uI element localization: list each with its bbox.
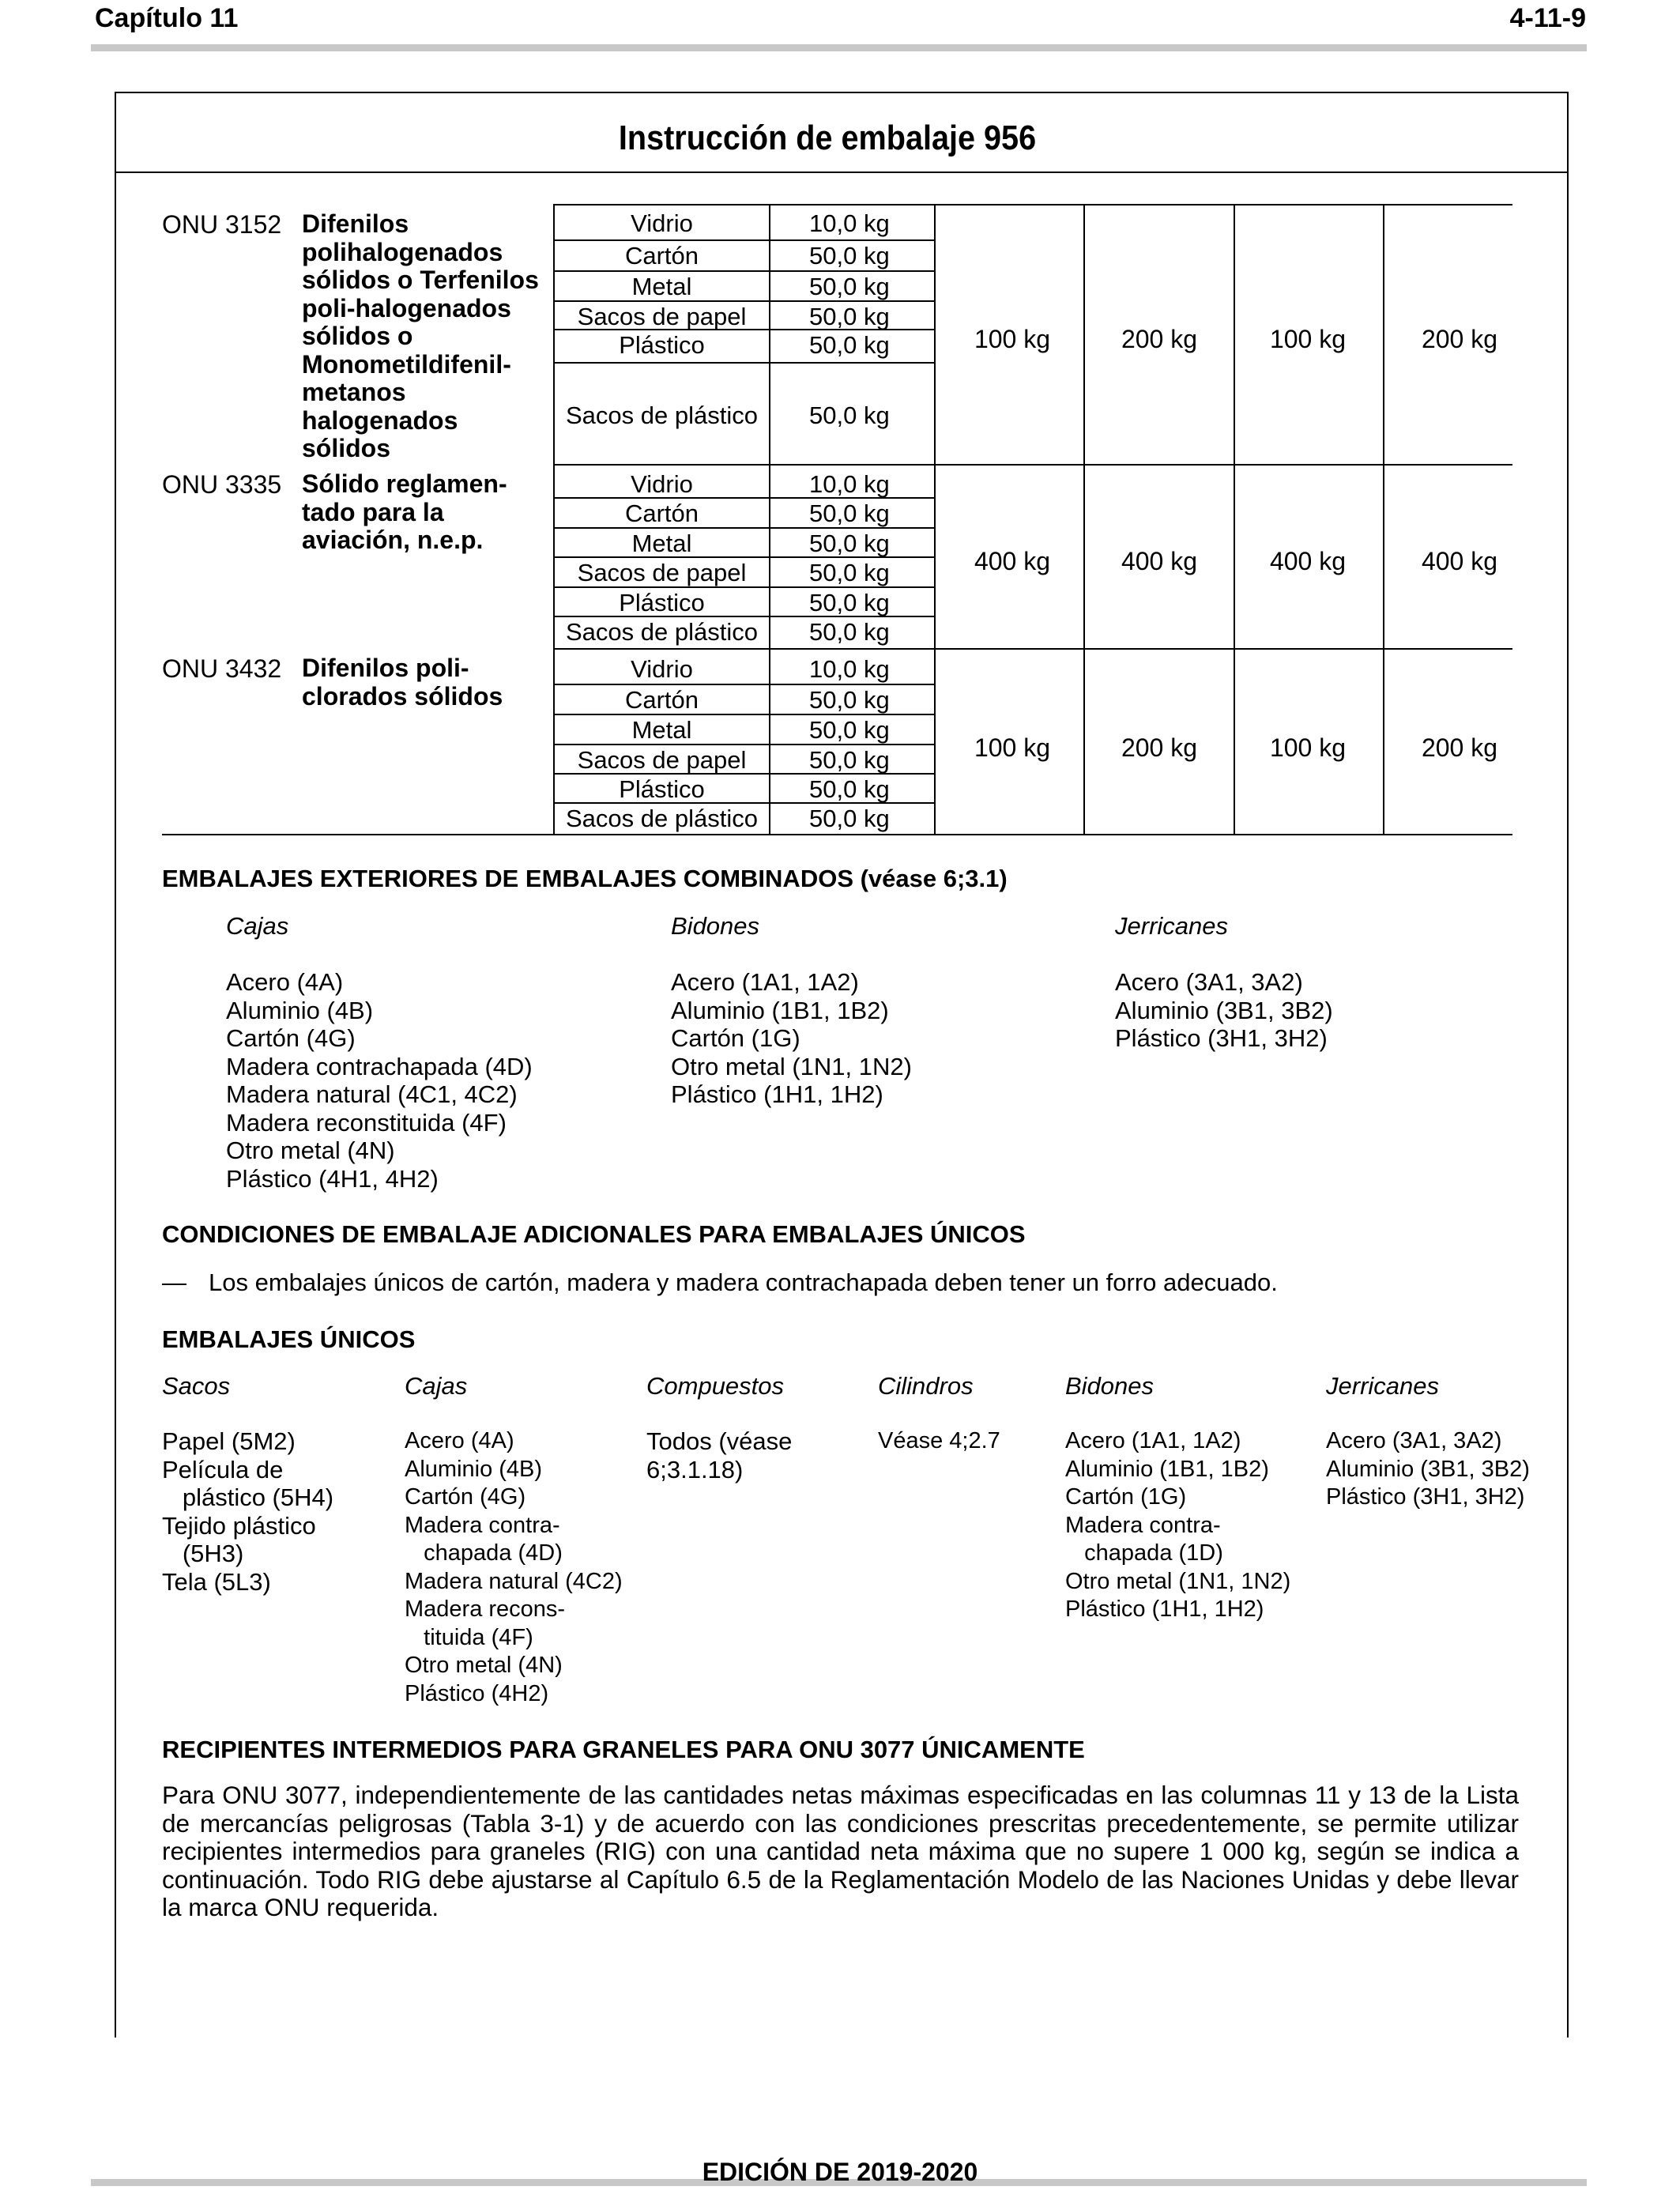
table-column-divider xyxy=(1083,204,1085,834)
additional-conditions-heading: CONDICIONES DE EMBALAJE ADICIONALES PARA EMBALAJES ÚNICOS xyxy=(162,1220,1026,1248)
material-row-divider xyxy=(553,684,934,685)
inner-packaging-material: Sacos de papel xyxy=(577,559,747,586)
dash-bullet: — xyxy=(162,1269,186,1296)
inner-packaging-weight: 10,0 kg xyxy=(809,470,890,498)
inner-packaging-weight: 50,0 kg xyxy=(809,331,890,359)
single-col-title: Sacos xyxy=(162,1372,231,1400)
inner-packaging-material: Plástico xyxy=(619,589,705,616)
inner-packaging-material: Vidrio xyxy=(631,209,693,237)
max-net-quantity: 400 kg xyxy=(1121,547,1198,575)
max-net-quantity: 400 kg xyxy=(1269,547,1347,575)
max-net-quantity: 100 kg xyxy=(1269,733,1347,762)
inner-packaging-weight: 50,0 kg xyxy=(809,273,890,300)
table-column-divider xyxy=(769,204,770,834)
max-net-quantity: 400 kg xyxy=(974,547,1051,575)
inner-packaging-weight: 50,0 kg xyxy=(809,716,890,744)
inner-packaging-weight: 50,0 kg xyxy=(809,686,890,714)
table-bottom-rule xyxy=(162,834,1512,835)
inner-packaging-material: Vidrio xyxy=(631,655,693,683)
inner-packaging-material: Plástico xyxy=(619,331,705,359)
single-col-items: Acero (1A1, 1A2) Aluminio (1B1, 1B2) Cartón (1G) Madera contra- chapada (1D) Otro metal (1N1, 1N2) Plástico (1H1, 1H2) xyxy=(1065,1428,1291,1622)
substance-name: Sólido reglamen- tado para la aviación, n.e.p. xyxy=(302,469,507,554)
inner-packaging-weight: 50,0 kg xyxy=(809,303,890,330)
inner-packaging-material: Metal xyxy=(631,530,692,557)
title-rule xyxy=(115,172,1569,173)
inner-packaging-weight: 50,0 kg xyxy=(809,589,890,616)
outer-col-items: Acero (3A1, 3A2) Aluminio (3B1, 3B2) Plástico (3H1, 3H2) xyxy=(1115,968,1333,1052)
single-col-title: Jerricanes xyxy=(1326,1372,1439,1400)
un-number: ONU 3152 xyxy=(162,210,282,239)
inner-packaging-material: Sacos de plástico xyxy=(566,618,758,646)
max-net-quantity: 200 kg xyxy=(1421,325,1498,353)
single-col-title: Cajas xyxy=(405,1372,468,1400)
table-column-divider xyxy=(1383,204,1384,834)
single-col-items: Acero (4A) Aluminio (4B) Cartón (4G) Madera contra- chapada (4D) Madera natural (4C2) Madera recons- tituida (4F) Otro metal (4N) Plástico (4H2) xyxy=(405,1428,623,1706)
inner-packaging-material: Metal xyxy=(631,716,692,744)
single-col-items: Acero (3A1, 3A2) Aluminio (3B1, 3B2) Plástico (3H1, 3H2) xyxy=(1326,1428,1530,1510)
max-net-quantity: 200 kg xyxy=(1121,733,1198,762)
page-title: Instrucción de embalaje 956 xyxy=(618,119,1037,157)
single-col-items: Véase 4;2.7 xyxy=(878,1428,1000,1453)
table-column-divider xyxy=(934,204,936,834)
outer-col-title: Cajas xyxy=(226,912,289,940)
ibc-paragraph: Para ONU 3077, independientemente de las cantidades netas máximas especificadas en las columnas 11 y 13 de la Lista de mercancías peligrosas (Tabla 3-1) y de acuerdo con las condiciones prescritas precedentemente, se permite utilizar recipientes intermedios para graneles (RIG) con una cantidad neta máxima que no supere 1 000 kg, según se indica a continuación. Todo RIG debe ajustarse al Capítulo 6.5 de la Reglamentación Modelo de las Naciones Unidas y debe llevar la marca ONU requerida. xyxy=(162,1781,1519,1921)
inner-packaging-weight: 50,0 kg xyxy=(809,775,890,803)
group-divider xyxy=(553,464,1512,466)
outer-packagings-heading: EMBALAJES EXTERIORES DE EMBALAJES COMBINADOS (véase 6;3.1) xyxy=(162,865,1008,892)
additional-conditions-text: Los embalajes únicos de cartón, madera y madera contrachapada deben tener un forro adecuado. xyxy=(209,1269,1278,1296)
chapter-label: Capítulo 11 xyxy=(95,3,239,33)
single-col-title: Bidones xyxy=(1065,1372,1155,1400)
max-net-quantity: 100 kg xyxy=(974,325,1051,353)
max-net-quantity: 400 kg xyxy=(1421,547,1498,575)
ibc-heading: RECIPIENTES INTERMEDIOS PARA GRANELES PARA ONU 3077 ÚNICAMENTE xyxy=(162,1736,1085,1763)
footer-edition: EDICIÓN DE 2019-2020 xyxy=(702,2158,978,2186)
un-number: ONU 3335 xyxy=(162,470,282,499)
single-col-title: Compuestos xyxy=(646,1372,785,1400)
inner-packaging-material: Vidrio xyxy=(631,470,693,498)
inner-packaging-weight: 50,0 kg xyxy=(809,401,890,429)
single-col-items: Papel (5M2) Película de plástico (5H4) Tejido plástico (5H3) Tela (5L3) xyxy=(162,1427,334,1596)
inner-packaging-material: Metal xyxy=(631,273,692,300)
outer-col-items: Acero (4A) Aluminio (4B) Cartón (4G) Madera contrachapada (4D) Madera natural (4C1, 4C2) Madera reconstituida (4F) Otro metal (4N) Plástico (4H1, 4H2) xyxy=(226,968,533,1193)
substance-name: Difenilos poli- clorados sólidos xyxy=(302,654,503,711)
max-net-quantity: 200 kg xyxy=(1421,733,1498,762)
single-col-title: Cilindros xyxy=(878,1372,974,1400)
inner-packaging-weight: 50,0 kg xyxy=(809,242,890,270)
inner-packaging-material: Sacos de papel xyxy=(577,303,747,330)
inner-packaging-material: Plástico xyxy=(619,775,705,803)
inner-packaging-weight: 50,0 kg xyxy=(809,530,890,557)
single-col-items: Todos (véase 6;3.1.18) xyxy=(646,1427,793,1483)
inner-packaging-weight: 50,0 kg xyxy=(809,805,890,832)
max-net-quantity: 100 kg xyxy=(974,733,1051,762)
inner-packaging-material: Sacos de plástico xyxy=(566,401,758,429)
material-row-divider xyxy=(553,239,934,241)
header-rule xyxy=(91,44,1587,51)
inner-packaging-material: Sacos de papel xyxy=(577,746,747,774)
max-net-quantity: 200 kg xyxy=(1121,325,1198,353)
page-number: 4-11-9 xyxy=(1509,3,1586,33)
group-divider xyxy=(553,648,1512,650)
inner-packaging-weight: 10,0 kg xyxy=(809,209,890,237)
outer-col-title: Jerricanes xyxy=(1115,912,1228,940)
max-net-quantity: 100 kg xyxy=(1269,325,1347,353)
inner-packaging-weight: 10,0 kg xyxy=(809,655,890,683)
table-column-divider xyxy=(1234,204,1235,834)
inner-packaging-weight: 50,0 kg xyxy=(809,559,890,586)
inner-packaging-material: Cartón xyxy=(624,686,699,714)
inner-packaging-material: Cartón xyxy=(624,499,699,527)
table-top-rule xyxy=(553,204,1512,205)
inner-packaging-weight: 50,0 kg xyxy=(809,746,890,774)
material-row-divider xyxy=(553,270,934,272)
inner-packaging-weight: 50,0 kg xyxy=(809,618,890,646)
single-packagings-heading: EMBALAJES ÚNICOS xyxy=(162,1325,416,1353)
material-row-divider xyxy=(553,362,934,364)
outer-col-title: Bidones xyxy=(671,912,760,940)
un-number: ONU 3432 xyxy=(162,654,282,683)
inner-packaging-material: Cartón xyxy=(624,242,699,270)
inner-packaging-material: Sacos de plástico xyxy=(566,805,758,832)
outer-col-items: Acero (1A1, 1A2) Aluminio (1B1, 1B2) Cartón (1G) Otro metal (1N1, 1N2) Plástico (1H1, 1H2) xyxy=(671,968,912,1108)
inner-packaging-weight: 50,0 kg xyxy=(809,499,890,527)
substance-name: Difenilos polihalogenados sólidos o Terfenilos poli-halogenados sólidos o Monometildifenil- metanos halogenados sólidos xyxy=(302,209,539,462)
